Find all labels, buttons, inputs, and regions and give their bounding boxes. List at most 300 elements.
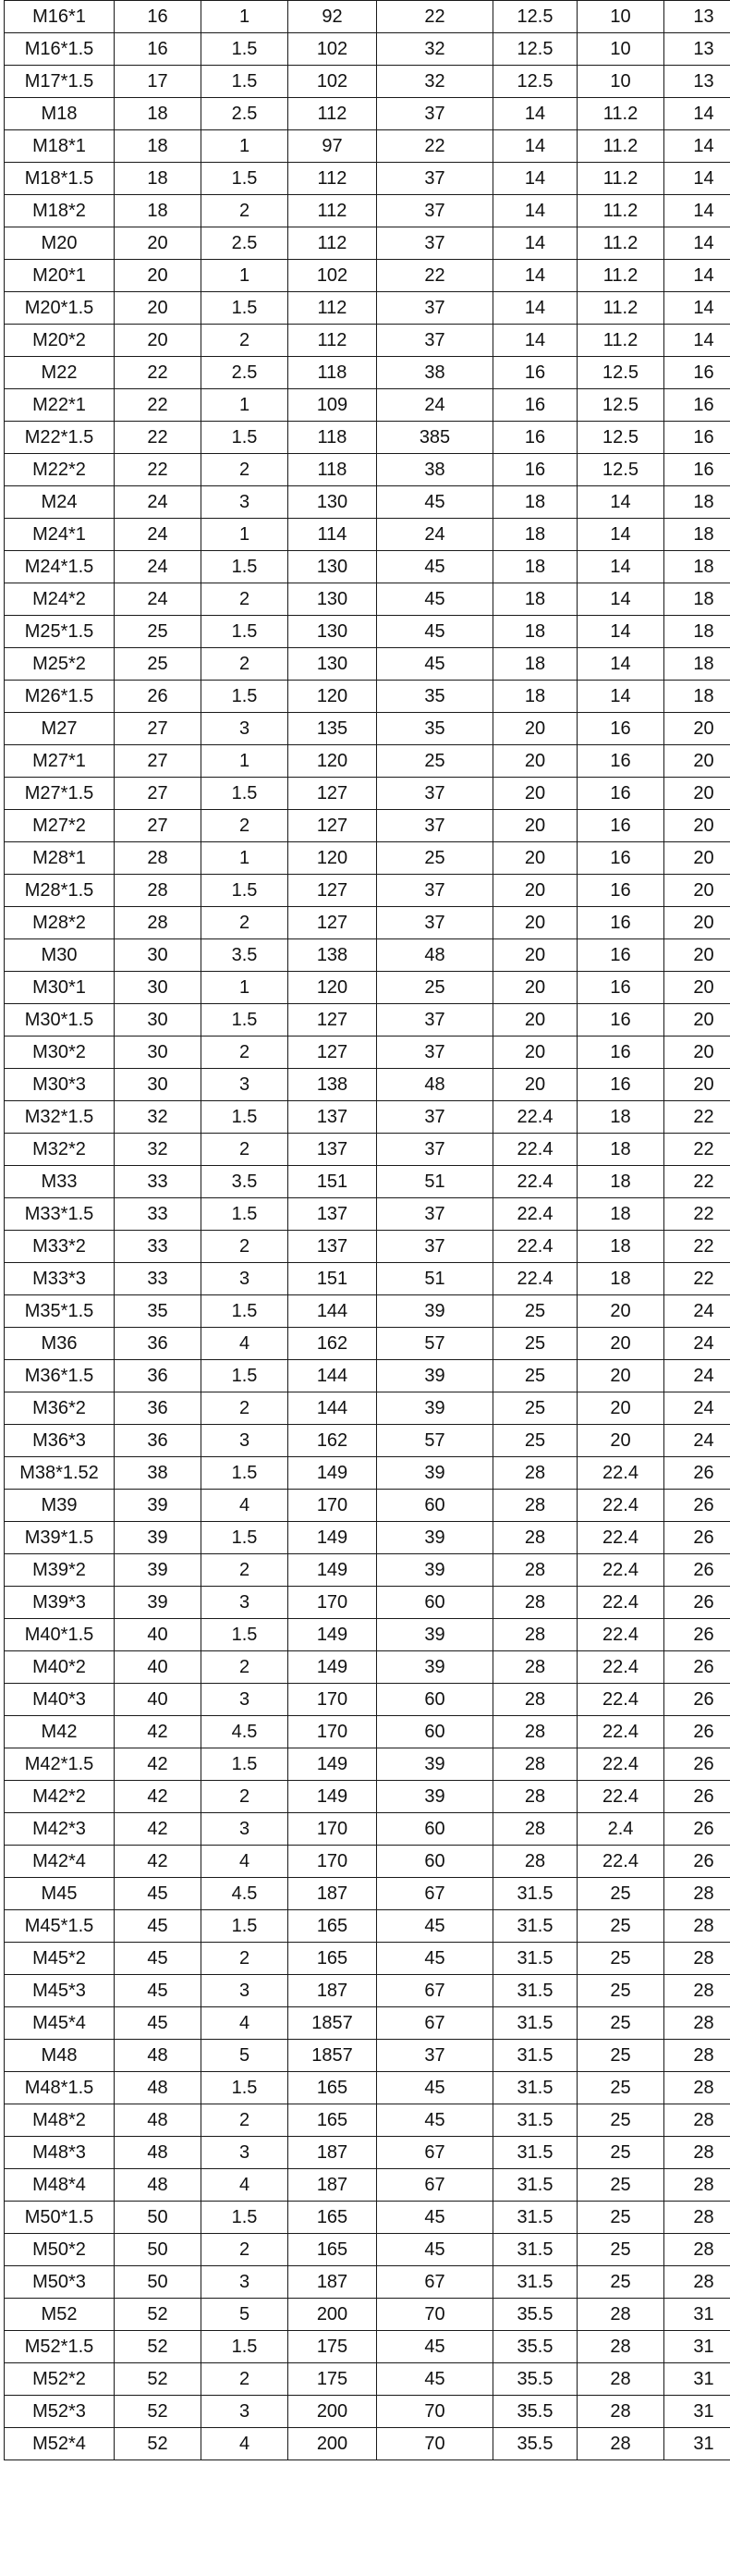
value-c-cell: 31.5 — [493, 1878, 578, 1910]
nominal-diameter-cell: 25 — [115, 648, 201, 681]
nominal-diameter-cell: 27 — [115, 810, 201, 842]
nominal-diameter-cell: 52 — [115, 2363, 201, 2396]
thread-size-cell: M28*2 — [5, 907, 115, 939]
nominal-diameter-cell: 39 — [115, 1522, 201, 1554]
value-e-cell: 16 — [664, 357, 730, 389]
table-row — [5, 1134, 730, 1166]
value-e-cell: 20 — [664, 745, 730, 778]
nominal-diameter-cell: 20 — [115, 325, 201, 357]
value-c-cell: 31.5 — [493, 2072, 578, 2104]
value-a-cell: 170 — [288, 1684, 377, 1716]
value-a-cell: 162 — [288, 1328, 377, 1360]
value-a-cell: 137 — [288, 1198, 377, 1231]
value-a-cell: 165 — [288, 1910, 377, 1943]
thread-size-cell: M25*1.5 — [5, 616, 115, 648]
nominal-diameter-cell: 42 — [115, 1781, 201, 1813]
nominal-diameter-cell: 42 — [115, 1846, 201, 1878]
table-row — [5, 260, 730, 292]
nominal-diameter-cell: 35 — [115, 1295, 201, 1328]
value-c-cell: 18 — [493, 583, 578, 616]
value-e-cell: 28 — [664, 2040, 730, 2072]
pitch-cell: 1.5 — [201, 2202, 288, 2234]
thread-size-cell: M48*2 — [5, 2104, 115, 2137]
table-row — [5, 1846, 730, 1878]
table-row — [5, 1684, 730, 1716]
thread-size-cell: M35*1.5 — [5, 1295, 115, 1328]
table-row — [5, 2299, 730, 2331]
table-row — [5, 1943, 730, 1975]
value-b-cell: 70 — [377, 2299, 493, 2331]
value-d-cell: 25 — [578, 2234, 664, 2266]
pitch-cell: 2 — [201, 648, 288, 681]
value-a-cell: 144 — [288, 1392, 377, 1425]
nominal-diameter-cell: 27 — [115, 778, 201, 810]
value-c-cell: 20 — [493, 842, 578, 875]
nominal-diameter-cell: 22 — [115, 357, 201, 389]
thread-size-cell: M39*3 — [5, 1587, 115, 1619]
pitch-cell: 1.5 — [201, 1198, 288, 1231]
value-a-cell: 130 — [288, 648, 377, 681]
value-b-cell: 45 — [377, 2202, 493, 2234]
value-a-cell: 165 — [288, 2234, 377, 2266]
nominal-diameter-cell: 50 — [115, 2266, 201, 2299]
value-e-cell: 18 — [664, 583, 730, 616]
value-d-cell: 16 — [578, 875, 664, 907]
thread-size-cell: M22*1.5 — [5, 422, 115, 454]
value-c-cell: 20 — [493, 810, 578, 842]
pitch-cell: 2 — [201, 1134, 288, 1166]
thread-size-cell: M25*2 — [5, 648, 115, 681]
value-c-cell: 35.5 — [493, 2396, 578, 2428]
value-c-cell: 35.5 — [493, 2299, 578, 2331]
value-e-cell: 14 — [664, 260, 730, 292]
table-row — [5, 1392, 730, 1425]
value-e-cell: 20 — [664, 1004, 730, 1037]
value-b-cell: 45 — [377, 2363, 493, 2396]
nominal-diameter-cell: 33 — [115, 1263, 201, 1295]
value-a-cell: 112 — [288, 292, 377, 325]
value-e-cell: 24 — [664, 1425, 730, 1457]
value-b-cell: 37 — [377, 2040, 493, 2072]
nominal-diameter-cell: 40 — [115, 1684, 201, 1716]
value-d-cell: 10 — [578, 66, 664, 98]
nominal-diameter-cell: 32 — [115, 1101, 201, 1134]
thread-size-cell: M48*4 — [5, 2169, 115, 2202]
pitch-cell: 2 — [201, 195, 288, 227]
table-row — [5, 648, 730, 681]
value-e-cell: 20 — [664, 972, 730, 1004]
value-c-cell: 20 — [493, 778, 578, 810]
table-row — [5, 227, 730, 260]
pitch-cell: 1.5 — [201, 66, 288, 98]
value-a-cell: 92 — [288, 1, 377, 33]
value-e-cell: 14 — [664, 195, 730, 227]
table-row — [5, 130, 730, 163]
nominal-diameter-cell: 24 — [115, 519, 201, 551]
thread-size-cell: M24 — [5, 486, 115, 519]
value-b-cell: 385 — [377, 422, 493, 454]
value-e-cell: 22 — [664, 1101, 730, 1134]
value-b-cell: 37 — [377, 1231, 493, 1263]
value-b-cell: 45 — [377, 551, 493, 583]
table-row — [5, 325, 730, 357]
pitch-cell: 3 — [201, 1069, 288, 1101]
nominal-diameter-cell: 33 — [115, 1166, 201, 1198]
value-d-cell: 22.4 — [578, 1490, 664, 1522]
value-c-cell: 22.4 — [493, 1263, 578, 1295]
value-d-cell: 18 — [578, 1263, 664, 1295]
thread-size-cell: M33*2 — [5, 1231, 115, 1263]
table-row — [5, 2202, 730, 2234]
value-a-cell: 165 — [288, 2072, 377, 2104]
thread-size-cell: M48 — [5, 2040, 115, 2072]
thread-size-cell: M42 — [5, 1716, 115, 1748]
pitch-cell: 1.5 — [201, 616, 288, 648]
nominal-diameter-cell: 26 — [115, 681, 201, 713]
nominal-diameter-cell: 27 — [115, 713, 201, 745]
nominal-diameter-cell: 20 — [115, 260, 201, 292]
value-c-cell: 31.5 — [493, 2266, 578, 2299]
pitch-cell: 2 — [201, 1651, 288, 1684]
value-a-cell: 112 — [288, 227, 377, 260]
nominal-diameter-cell: 52 — [115, 2299, 201, 2331]
value-e-cell: 22 — [664, 1166, 730, 1198]
table-row — [5, 2104, 730, 2137]
value-b-cell: 60 — [377, 1716, 493, 1748]
pitch-cell: 4 — [201, 1328, 288, 1360]
thread-size-cell: M48*3 — [5, 2137, 115, 2169]
value-d-cell: 25 — [578, 1975, 664, 2007]
pitch-cell: 1.5 — [201, 875, 288, 907]
value-a-cell: 200 — [288, 2428, 377, 2460]
pitch-cell: 2 — [201, 2234, 288, 2266]
thread-size-cell: M42*4 — [5, 1846, 115, 1878]
value-e-cell: 20 — [664, 810, 730, 842]
value-d-cell: 16 — [578, 907, 664, 939]
value-d-cell: 22.4 — [578, 1781, 664, 1813]
value-c-cell: 28 — [493, 1748, 578, 1781]
value-e-cell: 26 — [664, 1846, 730, 1878]
value-c-cell: 28 — [493, 1684, 578, 1716]
value-c-cell: 31.5 — [493, 2104, 578, 2137]
nominal-diameter-cell: 36 — [115, 1392, 201, 1425]
thread-size-cell: M52*4 — [5, 2428, 115, 2460]
thread-size-cell: M36 — [5, 1328, 115, 1360]
value-a-cell: 187 — [288, 1878, 377, 1910]
value-a-cell: 175 — [288, 2363, 377, 2396]
table-row — [5, 1101, 730, 1134]
value-e-cell: 28 — [664, 2266, 730, 2299]
value-a-cell: 175 — [288, 2331, 377, 2363]
pitch-cell: 3 — [201, 2396, 288, 2428]
value-e-cell: 13 — [664, 66, 730, 98]
value-b-cell: 39 — [377, 1522, 493, 1554]
value-b-cell: 45 — [377, 2234, 493, 2266]
value-d-cell: 11.2 — [578, 163, 664, 195]
thread-size-cell: M45*2 — [5, 1943, 115, 1975]
value-a-cell: 170 — [288, 1846, 377, 1878]
value-d-cell: 14 — [578, 583, 664, 616]
table-row — [5, 163, 730, 195]
value-d-cell: 12.5 — [578, 454, 664, 486]
value-c-cell: 16 — [493, 357, 578, 389]
value-e-cell: 22 — [664, 1198, 730, 1231]
nominal-diameter-cell: 20 — [115, 227, 201, 260]
pitch-cell: 1.5 — [201, 1619, 288, 1651]
value-c-cell: 20 — [493, 1069, 578, 1101]
thread-size-cell: M42*2 — [5, 1781, 115, 1813]
table-row — [5, 1490, 730, 1522]
table-row — [5, 1425, 730, 1457]
value-a-cell: 135 — [288, 713, 377, 745]
pitch-cell: 3 — [201, 1684, 288, 1716]
nominal-diameter-cell: 36 — [115, 1425, 201, 1457]
value-b-cell: 45 — [377, 1910, 493, 1943]
value-d-cell: 25 — [578, 1878, 664, 1910]
value-d-cell: 25 — [578, 2137, 664, 2169]
value-d-cell: 25 — [578, 2169, 664, 2202]
value-c-cell: 28 — [493, 1554, 578, 1587]
value-c-cell: 14 — [493, 292, 578, 325]
value-a-cell: 112 — [288, 163, 377, 195]
value-a-cell: 149 — [288, 1651, 377, 1684]
value-c-cell: 20 — [493, 907, 578, 939]
value-d-cell: 18 — [578, 1101, 664, 1134]
thread-size-cell: M16*1.5 — [5, 33, 115, 66]
value-d-cell: 22.4 — [578, 1587, 664, 1619]
table-row — [5, 2169, 730, 2202]
pitch-cell: 4 — [201, 1846, 288, 1878]
thread-size-cell: M50*2 — [5, 2234, 115, 2266]
value-b-cell: 39 — [377, 1360, 493, 1392]
pitch-cell: 1.5 — [201, 292, 288, 325]
value-a-cell: 118 — [288, 357, 377, 389]
nominal-diameter-cell: 30 — [115, 972, 201, 1004]
value-c-cell: 16 — [493, 422, 578, 454]
thread-size-cell: M42*3 — [5, 1813, 115, 1846]
value-c-cell: 16 — [493, 454, 578, 486]
value-c-cell: 20 — [493, 745, 578, 778]
value-e-cell: 20 — [664, 907, 730, 939]
value-a-cell: 187 — [288, 2266, 377, 2299]
value-a-cell: 130 — [288, 486, 377, 519]
value-d-cell: 11.2 — [578, 98, 664, 130]
value-d-cell: 22.4 — [578, 1846, 664, 1878]
value-b-cell: 57 — [377, 1425, 493, 1457]
table-row — [5, 745, 730, 778]
value-c-cell: 16 — [493, 389, 578, 422]
value-a-cell: 200 — [288, 2396, 377, 2428]
value-b-cell: 37 — [377, 163, 493, 195]
value-d-cell: 22.4 — [578, 1554, 664, 1587]
value-a-cell: 130 — [288, 616, 377, 648]
value-e-cell: 14 — [664, 163, 730, 195]
nominal-diameter-cell: 24 — [115, 551, 201, 583]
value-c-cell: 31.5 — [493, 2202, 578, 2234]
value-e-cell: 26 — [664, 1781, 730, 1813]
pitch-cell: 4 — [201, 1490, 288, 1522]
value-b-cell: 39 — [377, 1295, 493, 1328]
table-row — [5, 842, 730, 875]
value-d-cell: 18 — [578, 1198, 664, 1231]
value-b-cell: 38 — [377, 357, 493, 389]
value-e-cell: 16 — [664, 454, 730, 486]
thread-size-cell: M36*1.5 — [5, 1360, 115, 1392]
value-c-cell: 25 — [493, 1425, 578, 1457]
value-b-cell: 37 — [377, 325, 493, 357]
value-a-cell: 127 — [288, 810, 377, 842]
thread-size-cell: M39 — [5, 1490, 115, 1522]
value-b-cell: 48 — [377, 1069, 493, 1101]
table-row — [5, 1813, 730, 1846]
value-a-cell: 170 — [288, 1587, 377, 1619]
thread-size-cell: M52 — [5, 2299, 115, 2331]
value-a-cell: 120 — [288, 842, 377, 875]
value-d-cell: 11.2 — [578, 227, 664, 260]
value-a-cell: 149 — [288, 1554, 377, 1587]
table-row — [5, 875, 730, 907]
value-d-cell: 20 — [578, 1425, 664, 1457]
pitch-cell: 1.5 — [201, 1101, 288, 1134]
pitch-cell: 4.5 — [201, 1716, 288, 1748]
thread-size-cell: M40*3 — [5, 1684, 115, 1716]
value-e-cell: 18 — [664, 551, 730, 583]
value-d-cell: 18 — [578, 1231, 664, 1263]
table-row — [5, 1198, 730, 1231]
pitch-cell: 3 — [201, 713, 288, 745]
table-row — [5, 1166, 730, 1198]
value-c-cell: 28 — [493, 1619, 578, 1651]
nominal-diameter-cell: 48 — [115, 2072, 201, 2104]
value-b-cell: 39 — [377, 1554, 493, 1587]
value-a-cell: 112 — [288, 98, 377, 130]
thread-size-cell: M36*2 — [5, 1392, 115, 1425]
pitch-cell: 4 — [201, 2169, 288, 2202]
pitch-cell: 2 — [201, 454, 288, 486]
table-row — [5, 907, 730, 939]
value-d-cell: 16 — [578, 778, 664, 810]
nominal-diameter-cell: 45 — [115, 2007, 201, 2040]
value-b-cell: 67 — [377, 2169, 493, 2202]
value-d-cell: 12.5 — [578, 389, 664, 422]
value-b-cell: 45 — [377, 648, 493, 681]
value-d-cell: 14 — [578, 648, 664, 681]
value-d-cell: 14 — [578, 681, 664, 713]
thread-size-cell: M18 — [5, 98, 115, 130]
table-row — [5, 1360, 730, 1392]
value-a-cell: 127 — [288, 907, 377, 939]
value-a-cell: 187 — [288, 2137, 377, 2169]
pitch-cell: 1.5 — [201, 681, 288, 713]
value-a-cell: 165 — [288, 2104, 377, 2137]
table-row — [5, 1716, 730, 1748]
nominal-diameter-cell: 45 — [115, 1910, 201, 1943]
table-row — [5, 389, 730, 422]
value-b-cell: 35 — [377, 681, 493, 713]
nominal-diameter-cell: 28 — [115, 907, 201, 939]
nominal-diameter-cell: 38 — [115, 1457, 201, 1490]
value-b-cell: 37 — [377, 1134, 493, 1166]
value-d-cell: 28 — [578, 2331, 664, 2363]
pitch-cell: 4 — [201, 2428, 288, 2460]
pitch-cell: 1 — [201, 1, 288, 33]
value-d-cell: 28 — [578, 2428, 664, 2460]
table-row — [5, 1781, 730, 1813]
pitch-cell: 3 — [201, 1425, 288, 1457]
thread-size-cell: M27*1 — [5, 745, 115, 778]
value-c-cell: 35.5 — [493, 2363, 578, 2396]
value-b-cell: 60 — [377, 1490, 493, 1522]
value-b-cell: 25 — [377, 745, 493, 778]
value-a-cell: 120 — [288, 972, 377, 1004]
value-b-cell: 70 — [377, 2428, 493, 2460]
thread-size-cell: M45 — [5, 1878, 115, 1910]
value-e-cell: 26 — [664, 1748, 730, 1781]
value-e-cell: 20 — [664, 713, 730, 745]
value-e-cell: 28 — [664, 2137, 730, 2169]
value-a-cell: 1857 — [288, 2007, 377, 2040]
value-a-cell: 170 — [288, 1716, 377, 1748]
value-e-cell: 26 — [664, 1554, 730, 1587]
value-d-cell: 22.4 — [578, 1457, 664, 1490]
value-d-cell: 28 — [578, 2396, 664, 2428]
thread-size-cell: M36*3 — [5, 1425, 115, 1457]
thread-size-cell: M17*1.5 — [5, 66, 115, 98]
value-c-cell: 35.5 — [493, 2331, 578, 2363]
value-e-cell: 20 — [664, 875, 730, 907]
pitch-cell: 2.5 — [201, 227, 288, 260]
value-c-cell: 14 — [493, 227, 578, 260]
value-a-cell: 144 — [288, 1295, 377, 1328]
value-e-cell: 18 — [664, 486, 730, 519]
value-e-cell: 13 — [664, 1, 730, 33]
pitch-cell: 1 — [201, 389, 288, 422]
pitch-cell: 3 — [201, 2137, 288, 2169]
thread-size-cell: M22*2 — [5, 454, 115, 486]
thread-size-cell: M18*2 — [5, 195, 115, 227]
table-row — [5, 2234, 730, 2266]
value-d-cell: 25 — [578, 2104, 664, 2137]
value-c-cell: 31.5 — [493, 2169, 578, 2202]
value-b-cell: 24 — [377, 389, 493, 422]
value-c-cell: 22.4 — [493, 1166, 578, 1198]
value-b-cell: 60 — [377, 1813, 493, 1846]
value-e-cell: 16 — [664, 389, 730, 422]
table-row — [5, 1975, 730, 2007]
value-e-cell: 20 — [664, 1037, 730, 1069]
table-row — [5, 810, 730, 842]
table-row — [5, 98, 730, 130]
value-a-cell: 112 — [288, 195, 377, 227]
value-c-cell: 14 — [493, 98, 578, 130]
value-b-cell: 67 — [377, 2137, 493, 2169]
value-b-cell: 37 — [377, 1101, 493, 1134]
value-c-cell: 18 — [493, 616, 578, 648]
nominal-diameter-cell: 52 — [115, 2396, 201, 2428]
value-a-cell: 102 — [288, 33, 377, 66]
value-b-cell: 60 — [377, 1587, 493, 1619]
thread-size-cell: M24*2 — [5, 583, 115, 616]
value-a-cell: 151 — [288, 1166, 377, 1198]
value-c-cell: 18 — [493, 519, 578, 551]
value-e-cell: 28 — [664, 1943, 730, 1975]
value-c-cell: 31.5 — [493, 1943, 578, 1975]
pitch-cell: 3 — [201, 1975, 288, 2007]
value-e-cell: 20 — [664, 939, 730, 972]
value-c-cell: 31.5 — [493, 2040, 578, 2072]
thread-size-cell: M22*1 — [5, 389, 115, 422]
value-d-cell: 14 — [578, 551, 664, 583]
